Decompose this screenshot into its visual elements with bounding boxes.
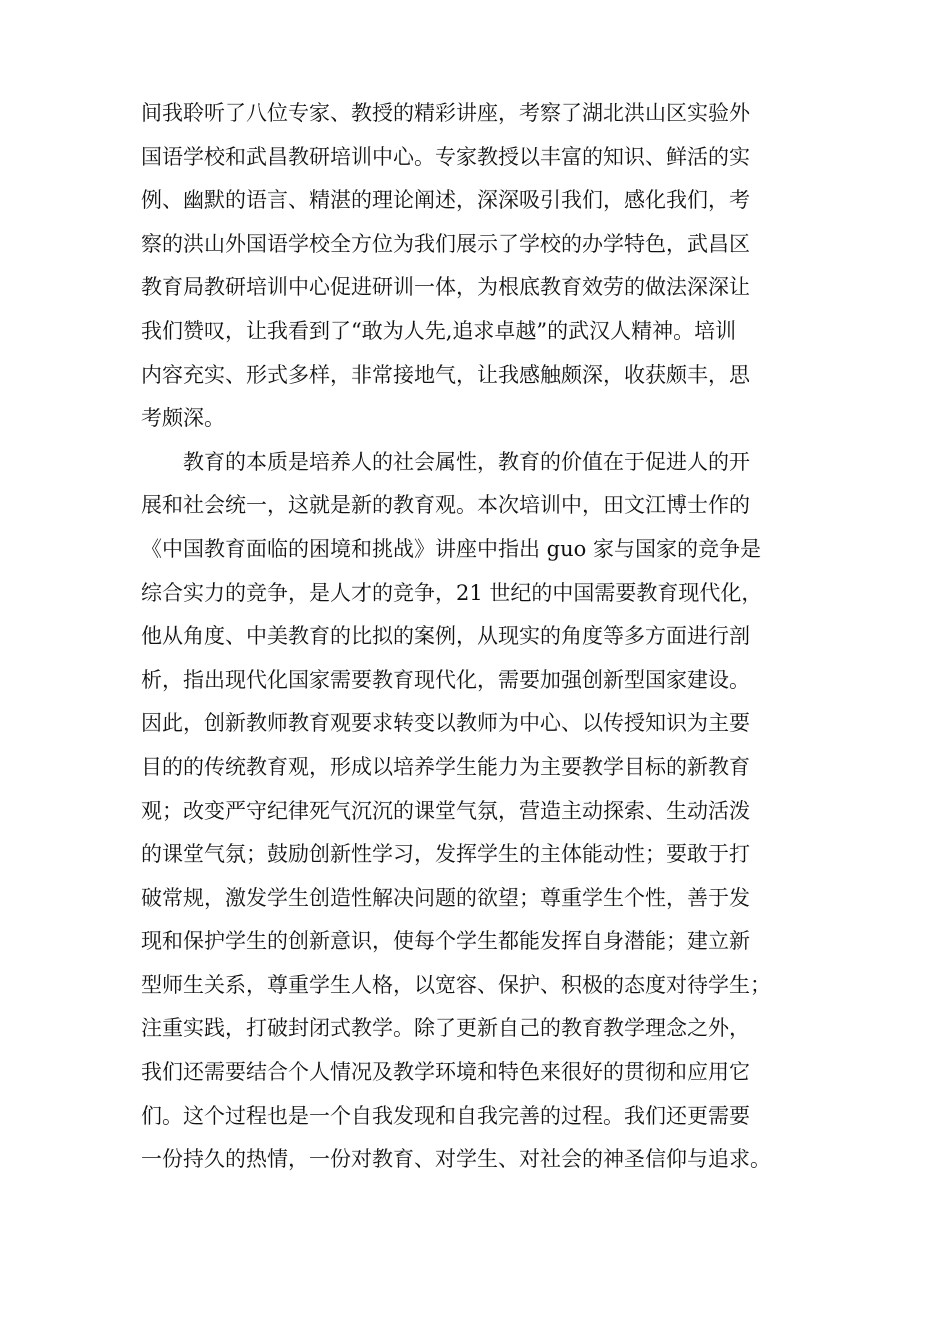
text-line: 目的的传统教育观，形成以培养学生能力为主要教学目标的新教育 — [141, 754, 750, 779]
text-line: 内容充实、形式多样，非常接地气，让我感触颇深，收获颇丰，思 — [141, 362, 750, 387]
document-body — [141, 92, 821, 1182]
text-line: 国语学校和武昌教研培训中心。专家教授以丰富的知识、鲜活的实 — [141, 144, 750, 169]
text-line: 考颇深。 — [141, 406, 225, 431]
text-line: 的课堂气氛；鼓励创新性学习，发挥学生的主体能动性；要敢于打 — [141, 842, 750, 867]
text-line: 间我聆听了八位专家、教授的精彩讲座，考察了湖北洪山区实验外 — [141, 101, 750, 125]
text-line: 《中国教育面临的困境和挑战》讲座中指出 guo 家与国家的竞争是 — [141, 536, 761, 561]
text-line: 察的洪山外国语学校全方位为我们展示了学校的办学特色，武昌区 — [141, 231, 750, 256]
text-line: 现和保护学生的创新意识，使每个学生都能发挥自身潜能；建立新 — [141, 929, 750, 954]
text-line: 我们赞叹，让我看到了“敢为人先,追求卓越”的武汉人精神。培训 — [141, 318, 737, 343]
text-line: 一份持久的热情，一份对教育、对学生、对社会的神圣信仰与追求。 — [141, 1147, 771, 1172]
text-line: 注重实践，打破封闭式教学。除了更新自己的教育教学理念之外， — [141, 1016, 750, 1041]
text-line: 例、幽默的语言、精湛的理论阐述，深深吸引我们，感化我们，考 — [141, 188, 750, 213]
text-line: 教育局教研培训中心促进研训一体，为根底教育效劳的做法深深让 — [141, 275, 750, 300]
text-line: 破常规，激发学生创造性解决问题的欲望；尊重学生个性，善于发 — [141, 885, 750, 910]
text-line: 析，指出现代化国家需要教育现代化，需要加强创新型国家建设。 — [141, 667, 750, 692]
text-line: 因此，创新教师教育观要求转变以教师为中心、以传授知识为主要 — [141, 711, 750, 736]
text-line: 观；改变严守纪律死气沉沉的课堂气氛，营造主动探索、生动活泼 — [141, 798, 750, 823]
text-line: 教育的本质是培养人的社会属性，教育的价值在于促进人的开 — [183, 449, 750, 474]
text-line: 综合实力的竞争，是人才的竞争，21 世纪的中国需要教育现代化， — [141, 580, 763, 605]
text-line: 型师生关系，尊重学生人格，以宽容、保护、积极的态度对待学生； — [141, 972, 771, 997]
text-line: 他从角度、中美教育的比拟的案例，从现实的角度等多方面进行剖 — [141, 624, 750, 649]
text-line: 展和社会统一，这就是新的教育观。本次培训中，田文江博士作的 — [141, 493, 750, 518]
paragraph-1 — [141, 92, 821, 441]
text-line: 我们还需要结合个人情况及教学环境和特色来很好的贯彻和应用它 — [141, 1060, 750, 1085]
paragraph-2 — [141, 441, 821, 1182]
text-line: 们。这个过程也是一个自我发现和自我完善的过程。我们还更需要 — [141, 1103, 750, 1128]
